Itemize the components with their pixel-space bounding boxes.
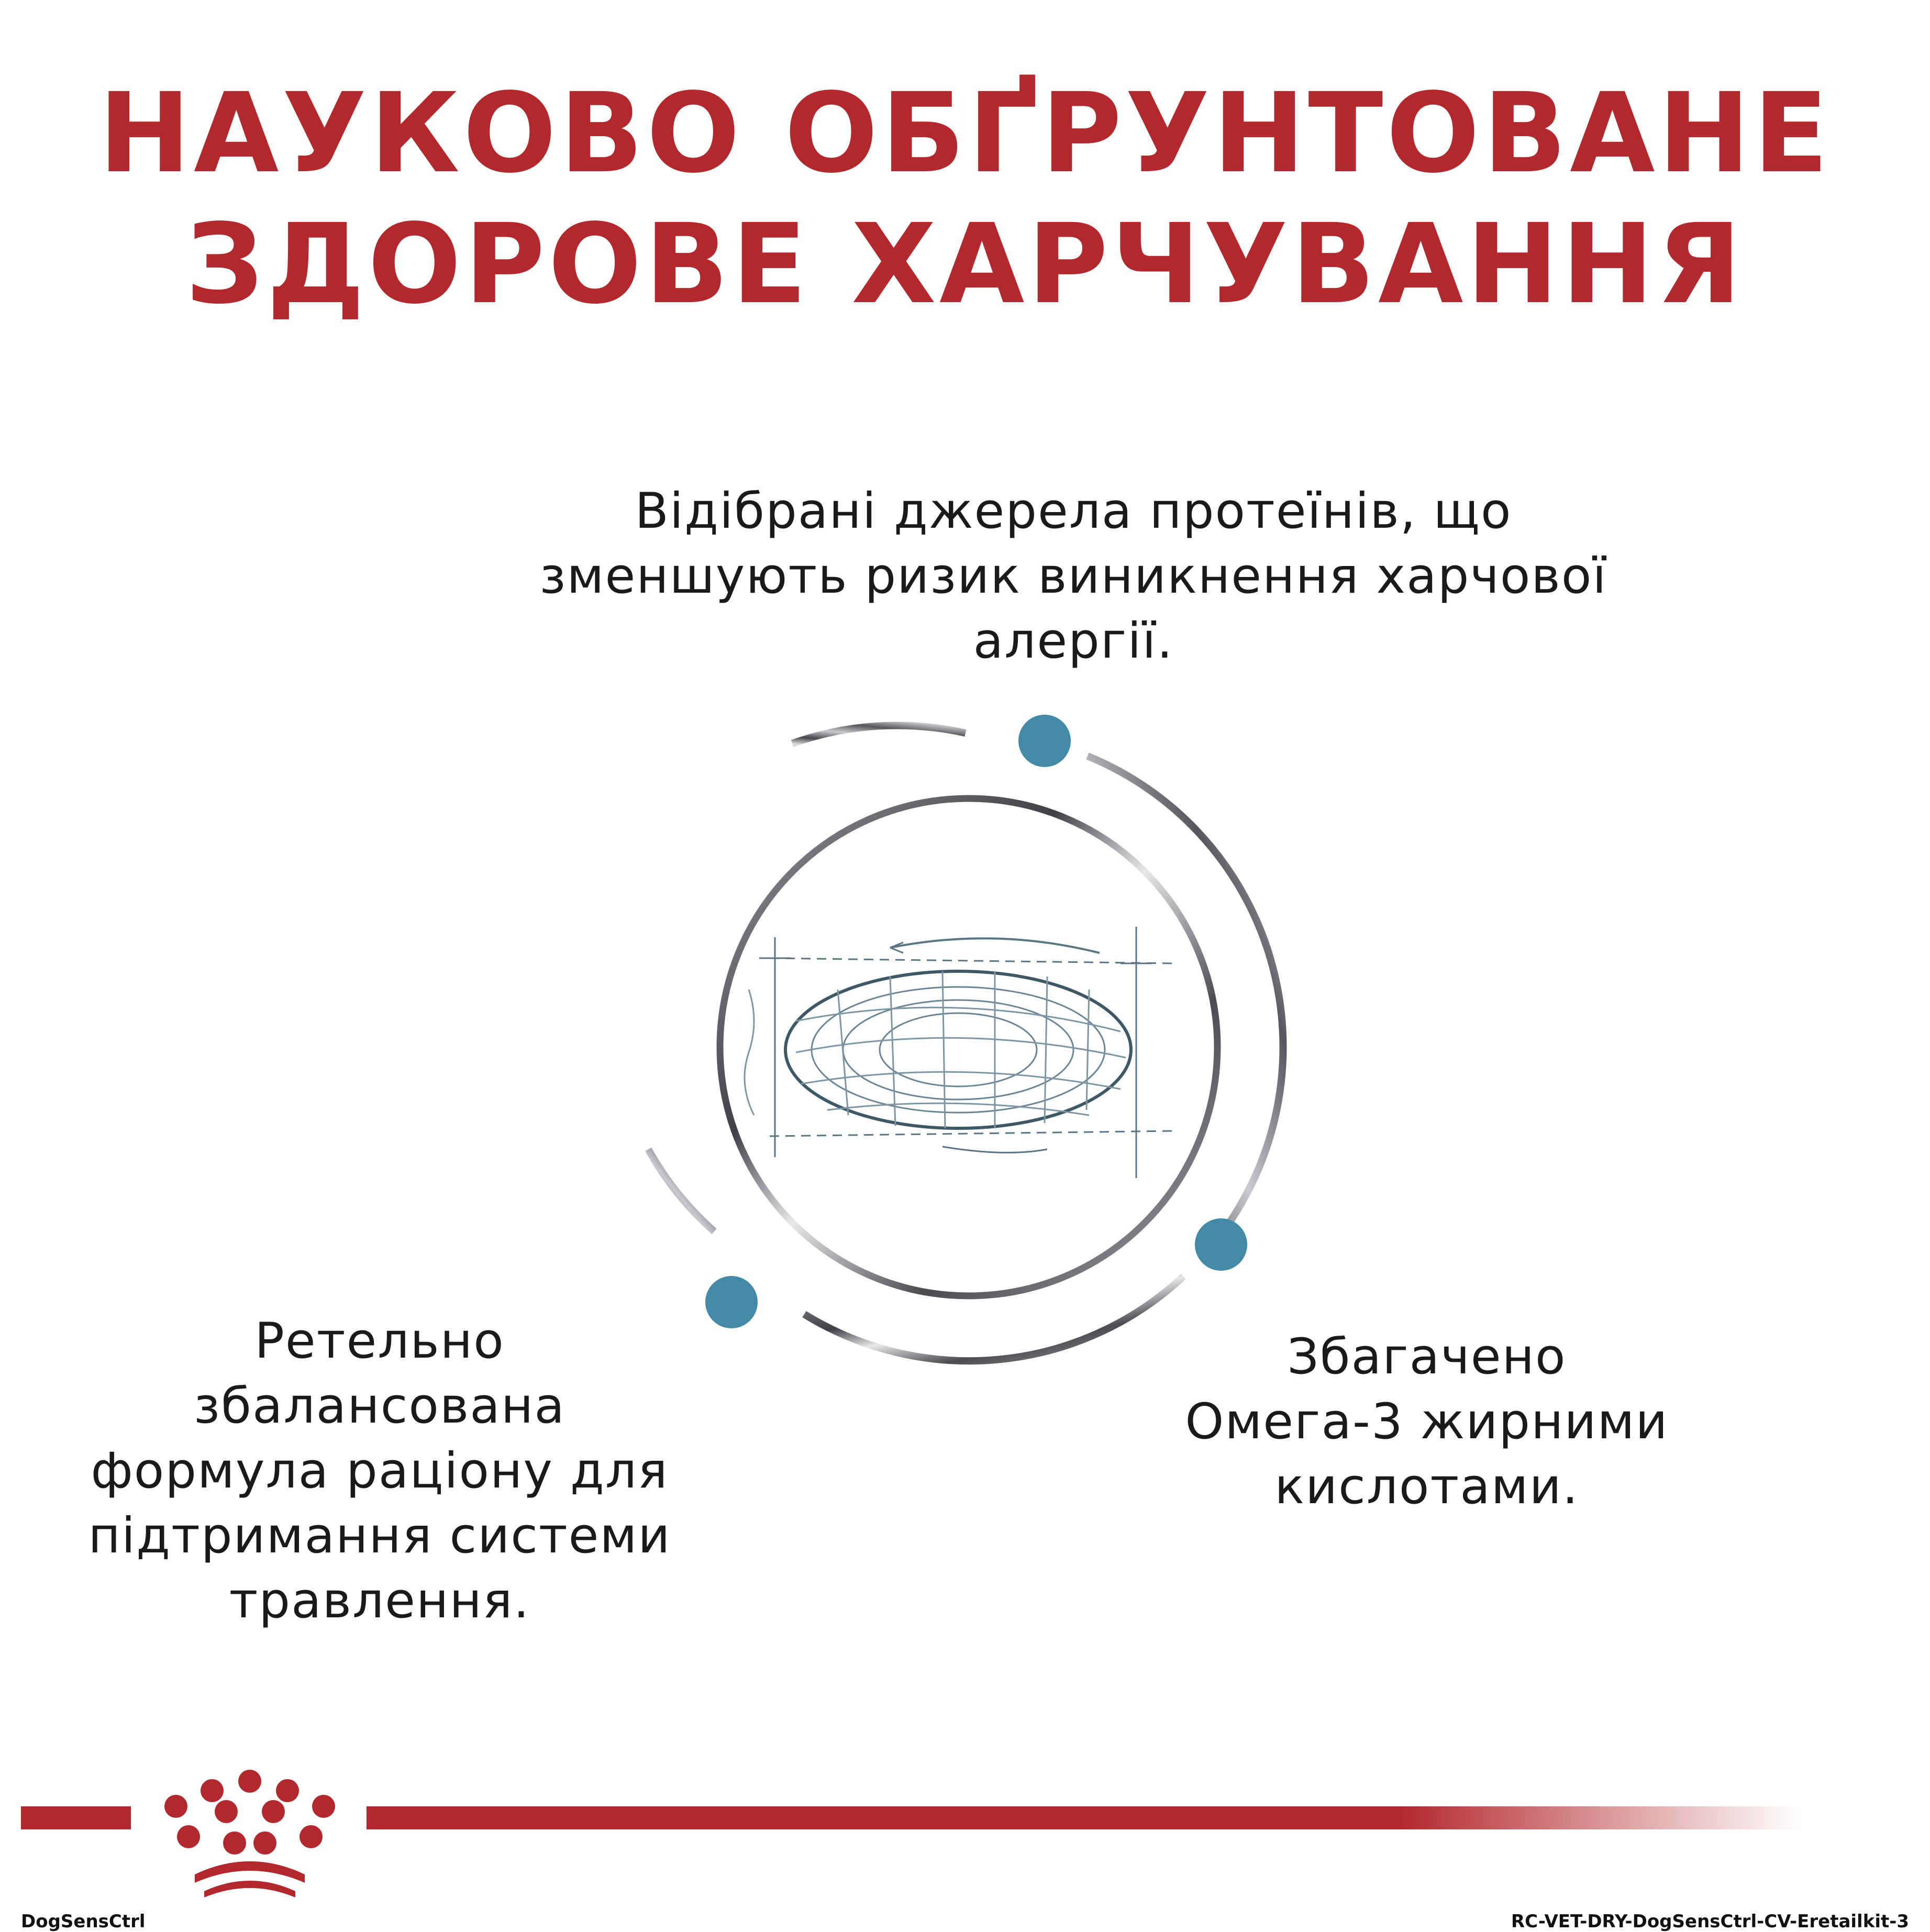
footer-code-left: DogSensCtrl xyxy=(21,1911,146,1932)
outer-ring-arc-right xyxy=(1088,756,1283,1224)
benefit-dot-icon xyxy=(705,1276,758,1328)
benefit-omega3-line-2: Омега-3 жирними xyxy=(1185,1393,1669,1450)
title-line-2: ЗДОРОВЕ ХАРЧУВАННЯ xyxy=(185,200,1745,328)
brand-line-right xyxy=(367,1806,1801,1829)
benefit-proteins-line-3: алергії. xyxy=(973,613,1174,670)
benefit-digestion-line-5: травлення. xyxy=(229,1572,530,1629)
benefit-digestion xyxy=(79,1309,681,1634)
benefit-digestion-line-4: підтримання системи xyxy=(88,1507,671,1564)
footer-code-right: RC-VET-DRY-DogSensCtrl-CV-Eretailkit-3 xyxy=(1511,1911,1909,1932)
benefit-digestion-line-1: Ретельно xyxy=(254,1313,505,1370)
outer-ring-arc-left xyxy=(648,1149,714,1231)
benefit-digestion-line-3: формула раціону для xyxy=(91,1442,669,1500)
kibble-sketch-icon xyxy=(745,927,1173,1178)
benefit-omega3-line-3: кислотами. xyxy=(1274,1458,1579,1515)
page-title xyxy=(0,68,1930,330)
title-line-1: НАУКОВО ОБҐРУНТОВАНЕ xyxy=(98,69,1832,197)
outer-ring-arc-top-left xyxy=(792,726,966,743)
benefit-omega3-line-1: Збагачено xyxy=(1287,1328,1567,1385)
brand-bar xyxy=(0,1770,1930,1916)
benefit-digestion-line-2: збалансована xyxy=(194,1378,565,1435)
benefit-proteins xyxy=(524,479,1623,674)
benefit-dot-icon xyxy=(1018,715,1071,767)
benefits-diagram xyxy=(576,654,1361,1440)
inner-ring xyxy=(720,798,1217,1296)
benefit-proteins-line-2: зменшують ризик виникнення харчової xyxy=(539,548,1607,605)
brand-line-left xyxy=(21,1806,131,1829)
royal-canin-crown-logo xyxy=(164,1770,335,1897)
benefit-omega3 xyxy=(1126,1325,1728,1519)
benefit-dot-icon xyxy=(1195,1218,1247,1271)
benefit-proteins-line-1: Відібрані джерела протеїнів, що xyxy=(635,483,1512,540)
